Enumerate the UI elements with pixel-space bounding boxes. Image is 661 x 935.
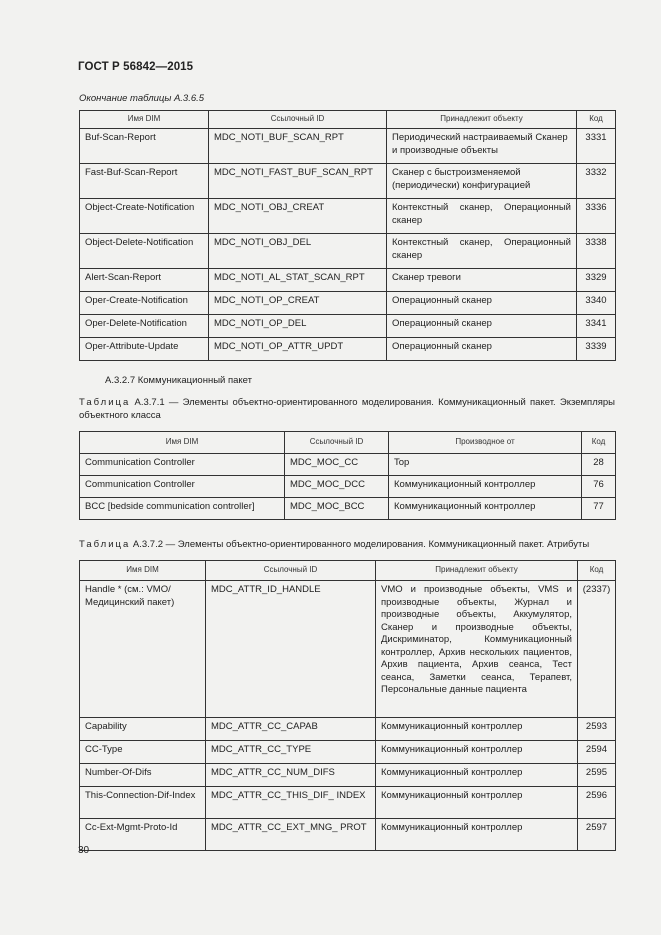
table3-col-ref-id: Ссылочный ID (206, 561, 376, 581)
cell-dim-name: Oper-Attribute-Update (80, 338, 209, 361)
table1-col-object: Принадлежит объекту (387, 111, 577, 129)
cell-ref-id: MDC_NOTI_OP_DEL (209, 315, 387, 338)
cell-dim-name: Communication Controller (80, 476, 285, 498)
cell-code: 28 (582, 454, 616, 476)
cell-code: 2597 (578, 819, 616, 851)
table-row (80, 581, 616, 718)
cell-code: 3338 (577, 234, 616, 269)
cell-ref-id: MDC_MOC_BCC (285, 498, 389, 520)
cell-ref-id: MDC_ATTR_ID_HANDLE (206, 581, 376, 718)
cell-dim-name: Number-Of-Difs (80, 764, 206, 787)
table-row (80, 269, 616, 292)
cell-dim-name: Cc-Ext-Mgmt-Proto-Id (80, 819, 206, 851)
cell-code: 3329 (577, 269, 616, 292)
cell-ref-id: MDC_NOTI_OBJ_DEL (209, 234, 387, 269)
table-row (80, 718, 616, 741)
table1-header-row (80, 111, 616, 129)
cell-ref-id: MDC_NOTI_BUF_SCAN_RPT (209, 129, 387, 164)
cell-code: 3341 (577, 315, 616, 338)
table-row (80, 315, 616, 338)
table-row (80, 741, 616, 764)
table2-col-code: Код (582, 432, 616, 454)
cell-dim-name: Capability (80, 718, 206, 741)
cell-object: Операционный сканер (387, 292, 577, 315)
table3-col-name: Имя DIM (80, 561, 206, 581)
cell-object: Коммуникационный контроллер (376, 787, 578, 819)
table2-caption (79, 397, 615, 422)
page-number: 30 (78, 845, 90, 856)
table-row (80, 454, 616, 476)
cell-code: 2594 (578, 741, 616, 764)
cell-derived: Top (389, 454, 582, 476)
table2-caption-text: А.3.7.1 — Элементы объектно-ориентированного моделирования. Коммуникационный пакет. Экземпляры объектного класса (79, 397, 615, 421)
cell-object: Операционный сканер (387, 315, 577, 338)
cell-dim-name: Alert-Scan-Report (80, 269, 209, 292)
cell-ref-id: MDC_NOTI_AL_STAT_SCAN_RPT (209, 269, 387, 292)
table1-col-code: Код (577, 111, 616, 129)
cell-ref-id: MDC_MOC_DCC (285, 476, 389, 498)
cell-code: 3336 (577, 199, 616, 234)
table1-caption: Окончание таблицы А.3.6.5 (79, 93, 205, 104)
cell-code: 3332 (577, 164, 616, 199)
cell-dim-name: Fast-Buf-Scan-Report (80, 164, 209, 199)
cell-code: 2593 (578, 718, 616, 741)
cell-derived: Коммуникационный контроллер (389, 476, 582, 498)
table3-caption (79, 539, 624, 552)
table-row (80, 234, 616, 269)
cell-code: 2595 (578, 764, 616, 787)
table-row (80, 764, 616, 787)
cell-dim-name: Handle * (см.: VMO/ Медицинский пакет) (80, 581, 206, 718)
cell-code: 2596 (578, 787, 616, 819)
cell-dim-name: BCC [bedside communication controller] (80, 498, 285, 520)
cell-object: Сканер тревоги (387, 269, 577, 292)
table3 (79, 560, 616, 851)
table-row (80, 164, 616, 199)
cell-code: 76 (582, 476, 616, 498)
cell-object: Коммуникационный контроллер (376, 819, 578, 851)
table2-col-name: Имя DIM (80, 432, 285, 454)
cell-object: Сканер с быстроизменяемой (периодически) конфигурацией (387, 164, 577, 199)
cell-code: 3331 (577, 129, 616, 164)
table2-header-row (80, 432, 616, 454)
cell-code: (2337) (578, 581, 616, 718)
table1 (79, 110, 616, 361)
cell-ref-id: MDC_ATTR_CC_TYPE (206, 741, 376, 764)
table-row (80, 338, 616, 361)
cell-code: 77 (582, 498, 616, 520)
table-row (80, 199, 616, 234)
cell-ref-id: MDC_NOTI_OP_ATTR_UPDT (209, 338, 387, 361)
cell-ref-id: MDC_NOTI_OBJ_CREAT (209, 199, 387, 234)
cell-object: Контекстный сканер, Операционный сканер (387, 234, 577, 269)
cell-object: Коммуникационный контроллер (376, 718, 578, 741)
table-row (80, 819, 616, 851)
cell-dim-name: Buf-Scan-Report (80, 129, 209, 164)
cell-object: Контекстный сканер, Операционный сканер (387, 199, 577, 234)
table1-col-ref-id: Ссылочный ID (209, 111, 387, 129)
cell-ref-id: MDC_ATTR_CC_EXT_MNG_ PROT (206, 819, 376, 851)
cell-object: Периодический настраиваемый Сканер и производные объекты (387, 129, 577, 164)
cell-object: Операционный сканер (387, 338, 577, 361)
cell-object: Коммуникационный контроллер (376, 741, 578, 764)
table2 (79, 431, 616, 520)
table1-col-name: Имя DIM (80, 111, 209, 129)
section-heading: А.3.2.7 Коммуникационный пакет (105, 375, 252, 386)
cell-code: 3339 (577, 338, 616, 361)
cell-ref-id: MDC_NOTI_FAST_BUF_SCAN_RPT (209, 164, 387, 199)
table-row (80, 292, 616, 315)
cell-dim-name: This-Connection-Dif-Index (80, 787, 206, 819)
cell-dim-name: Object-Create-Notification (80, 199, 209, 234)
table2-caption-label: Таблица (79, 397, 131, 408)
table-row (80, 498, 616, 520)
cell-code: 3340 (577, 292, 616, 315)
cell-dim-name: Communication Controller (80, 454, 285, 476)
cell-ref-id: MDC_NOTI_OP_CREAT (209, 292, 387, 315)
cell-ref-id: MDC_ATTR_CC_THIS_DIF_ INDEX (206, 787, 376, 819)
cell-ref-id: MDC_ATTR_CC_NUM_DIFS (206, 764, 376, 787)
table2-col-derived: Производное от (389, 432, 582, 454)
table-row (80, 787, 616, 819)
document-header: ГОСТ Р 56842—2015 (78, 61, 194, 73)
table3-caption-text: А.3.7.2 — Элементы объектно-ориентированного моделирования. Коммуникационный пакет. Атрибуты (130, 539, 590, 550)
table2-col-ref-id: Ссылочный ID (285, 432, 389, 454)
table-row (80, 476, 616, 498)
cell-ref-id: MDC_MOC_CC (285, 454, 389, 476)
table3-col-object: Принадлежит объекту (376, 561, 578, 581)
cell-dim-name: Oper-Create-Notification (80, 292, 209, 315)
cell-dim-name: CC-Type (80, 741, 206, 764)
cell-dim-name: Oper-Delete-Notification (80, 315, 209, 338)
cell-ref-id: MDC_ATTR_CC_CAPAB (206, 718, 376, 741)
cell-object: VMO и производные объекты, VMS и производные объекты, Журнал и производные объекты, Аккумулятор, Сканер и производные объекты, Дискриминатор, Коммуникационный контроллер, Архив нескольких пациентов, Архив пациента, Архив сеанса, Тест сеанса, Заметки сеанса, Терапевт, Персональные данные пациента (376, 581, 578, 718)
table3-header-row (80, 561, 616, 581)
cell-dim-name: Object-Delete-Notification (80, 234, 209, 269)
cell-derived: Коммуникационный контроллер (389, 498, 582, 520)
table-row (80, 129, 616, 164)
cell-object: Коммуникационный контроллер (376, 764, 578, 787)
table3-col-code: Код (578, 561, 616, 581)
table3-caption-label: Таблица (79, 539, 131, 550)
